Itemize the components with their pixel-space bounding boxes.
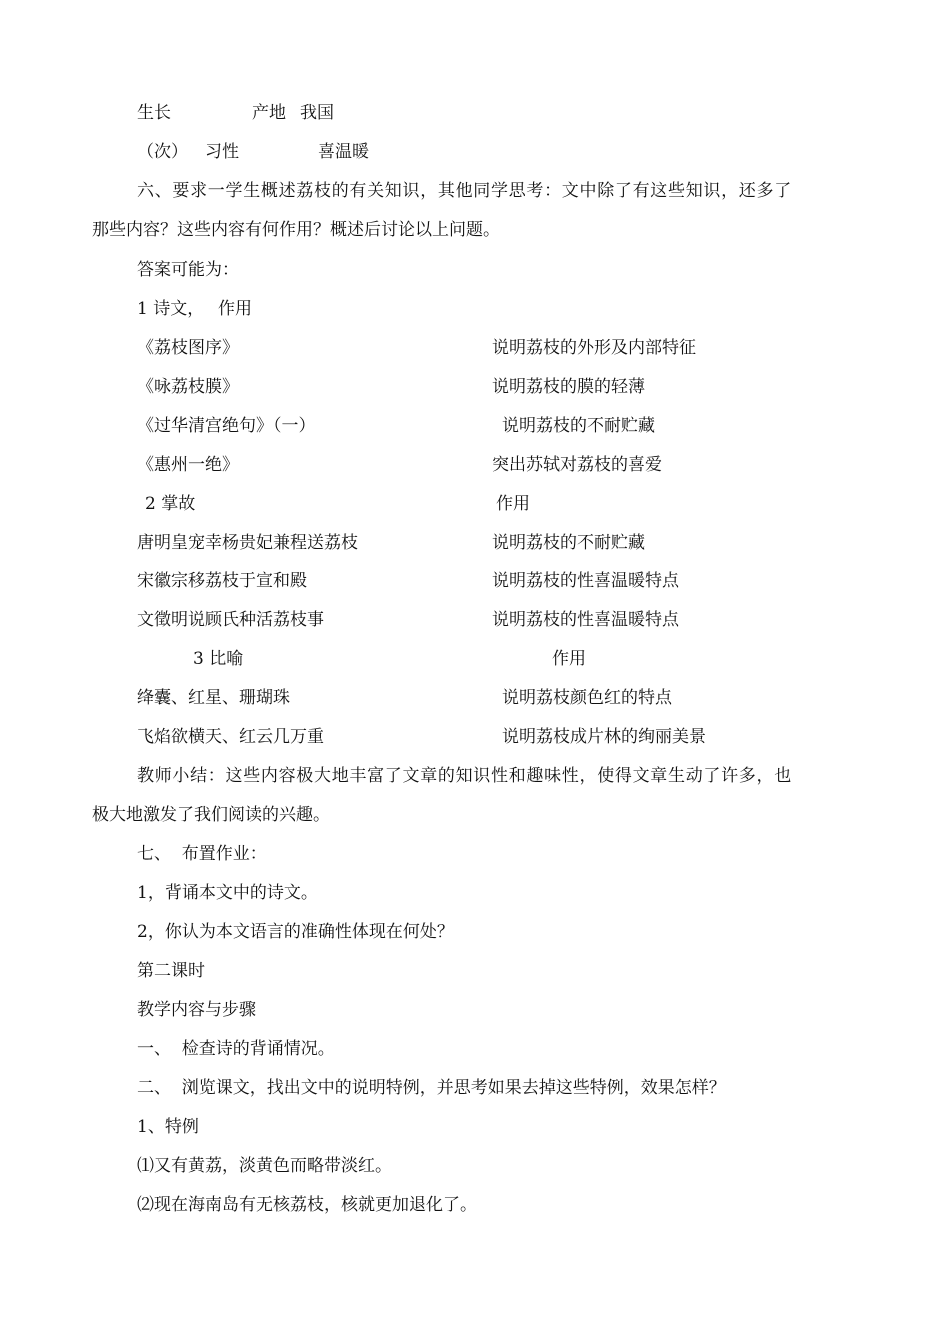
poems-heading: 1 诗文， 作用 [137,299,252,319]
paragraph-six-line1: 六、要求一学生概述荔枝的有关知识，其他同学思考：文中除了有这些知识，还多了 [137,181,792,201]
outline-label: 习性 [205,142,239,162]
metaphor-row: 飞焰欲横天、红云几万重 说明荔枝成片林的绚丽美景 [137,727,706,747]
outline-value: 喜温暖 [318,142,369,162]
poem-row: 《惠州一绝》 突出苏轼对荔枝的喜爱 [137,455,662,475]
homework-item: 2，你认为本文语言的准确性体现在何处？ [137,922,454,942]
story-row: 文徵明说顾氏种活荔枝事 说明荔枝的性喜温暖特点 [137,610,679,630]
lesson2-subtitle: 教学内容与步骤 [137,1000,256,1020]
paragraph-six-line2: 那些内容？这些内容有何作用？概述后讨论以上问题。 [92,220,500,240]
metaphors-heading: 3 比喻 作用 [193,649,586,669]
outline-value: 我国 [300,103,334,123]
lesson2-title: 第二课时 [137,961,205,981]
lesson2-step: 二、 浏览课文，找出文中的说明特例，并思考如果去掉这些特例，效果怎样？ [137,1078,726,1098]
example-item: ⑴又有黄荔，淡黄色而略带淡红。 [137,1156,392,1176]
outline-label: 生长 [137,103,171,123]
story-row: 宋徽宗移荔枝于宣和殿 说明荔枝的性喜温暖特点 [137,571,679,591]
examples-heading: 1、特例 [137,1117,199,1137]
lesson2-step: 一、 检查诗的背诵情况。 [137,1039,335,1059]
poem-row: 《荔枝图序》 说明荔枝的外形及内部特征 [137,338,696,358]
example-item: ⑵现在海南岛有无核荔枝，核就更加退化了。 [137,1195,477,1215]
answer-intro: 答案可能为： [137,260,239,280]
teacher-summary-line1: 教师小结：这些内容极大地丰富了文章的知识性和趣味性，使得文章生动了许多，也 [137,766,792,786]
poem-row: 《咏荔枝膜》 说明荔枝的膜的轻薄 [137,377,645,397]
story-row: 唐明皇宠幸杨贵妃兼程送荔枝 说明荔枝的不耐贮藏 [137,533,645,553]
homework-item: 1，背诵本文中的诗文。 [137,883,318,903]
poem-row: 《过华清宫绝句》（一） 说明荔枝的不耐贮藏 [137,416,655,436]
outline-label: 产地 [252,103,286,123]
outline-label: （次） [137,142,188,162]
teacher-summary-line2: 极大地激发了我们阅读的兴趣。 [92,805,330,825]
stories-heading: 2 掌故 作用 [145,494,530,514]
outline-row-growth [0,101,950,125]
outline-row-habit [0,140,950,164]
homework-heading: 七、 布置作业： [137,844,267,864]
metaphor-row: 绛囊、红星、珊瑚珠 说明荔枝颜色红的特点 [137,688,672,708]
